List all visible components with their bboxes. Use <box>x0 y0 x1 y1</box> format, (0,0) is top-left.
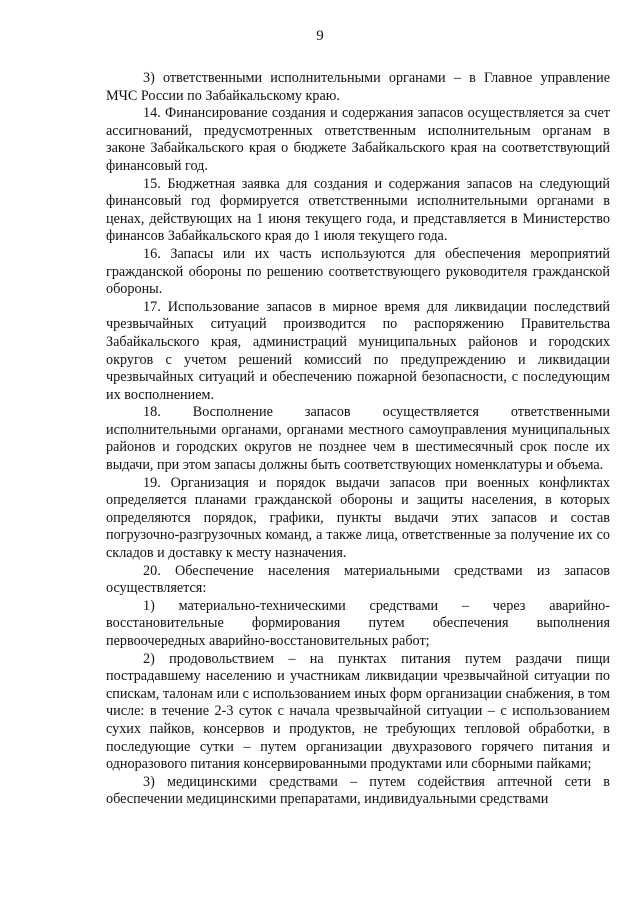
paragraph-item-3-recipients: 3) ответственными исполнительными органами – в Главное управление МЧС России по Забайкальскому краю. <box>106 70 610 104</box>
paragraph-16-civil-defense-use: 16. Запасы или их часть используются для обеспечения мероприятий гражданской обороны по решению соответствующего руководителя гражданской обороны. <box>106 245 610 298</box>
paragraph-19-military-conflicts: 19. Организация и порядок выдачи запасов при военных конфликтах определяется планами гражданской обороны и защиты населения, в которых определяются порядок, графики, пункты выдачи этих запасов и состав погрузочно-разгрузочных команд, а также лица, ответственные за получение их со складов и доставку к месту назначения. <box>106 474 610 562</box>
page-number: 9 <box>316 28 324 44</box>
paragraph-20-provision: 20. Обеспечение населения материальными средствами из запасов осуществляется: <box>106 562 610 597</box>
paragraph-15-budget-request: 15. Бюджетная заявка для создания и содержания запасов на следующий финансовый год формируется ответственными исполнительными органами в ценах, действующих на 1 июня текущего года, и представляется в Министерство финансов Забайкальского края до 1 июля текущего года. <box>106 175 610 245</box>
paragraph-item-2-food: 2) продовольствием – на пунктах питания путем раздачи пищи пострадавшему населению и участникам ликвидации чрезвычайной ситуации по спискам, талонам или с использованием иных форм организации снабжения, в том числе: в течение 2-3 суток с начала чрезвычайной ситуации – с использованием сухих пайков, консервов и продуктов, не требующих тепловой обработки, в последующие сутки – путем организации двухразового горячего питания и одноразового питания консервированными продуктами или сборными пайками; <box>106 650 610 773</box>
paragraph-item-1-technical-means: 1) материально-техническими средствами – через аварийно-восстановительные формирования путем обеспечения выполнения первоочередных аварийно-восстановительных работ; <box>106 597 610 649</box>
paragraph-18-replenishment: 18. Восполнение запасов осуществляется ответственными исполнительными органами, органами местного самоуправления муниципальных районов и городских округов не позднее чем в шестимесячный срок после их выдачи, при этом запасы должны быть соответствующих номенклатуры и объема. <box>106 404 610 474</box>
paragraph-14-financing: 14. Финансирование создания и содержания запасов осуществляется за счет ассигнований, предусмотренных ответственным исполнительным органам в законе Забайкальского края о бюджете Забайкальского края на соответствующий финансовый год. <box>106 105 610 174</box>
paragraph-item-3-medical-means: 3) медицинскими средствами – путем содействия аптечной сети в обеспечении медицинскими препаратами, индивидуальными средствами <box>106 773 610 808</box>
document-body <box>106 70 610 809</box>
paragraph-17-peacetime-use: 17. Использование запасов в мирное время для ликвидации последствий чрезвычайных ситуаций производится по распоряжению Правительства Забайкальского края, администраций муниципальных районов и городских округов с учетом решений комиссий по предупреждению и ликвидации чрезвычайных ситуаций и обеспечению пожарной безопасности, с последующим их восполнением. <box>106 298 610 403</box>
